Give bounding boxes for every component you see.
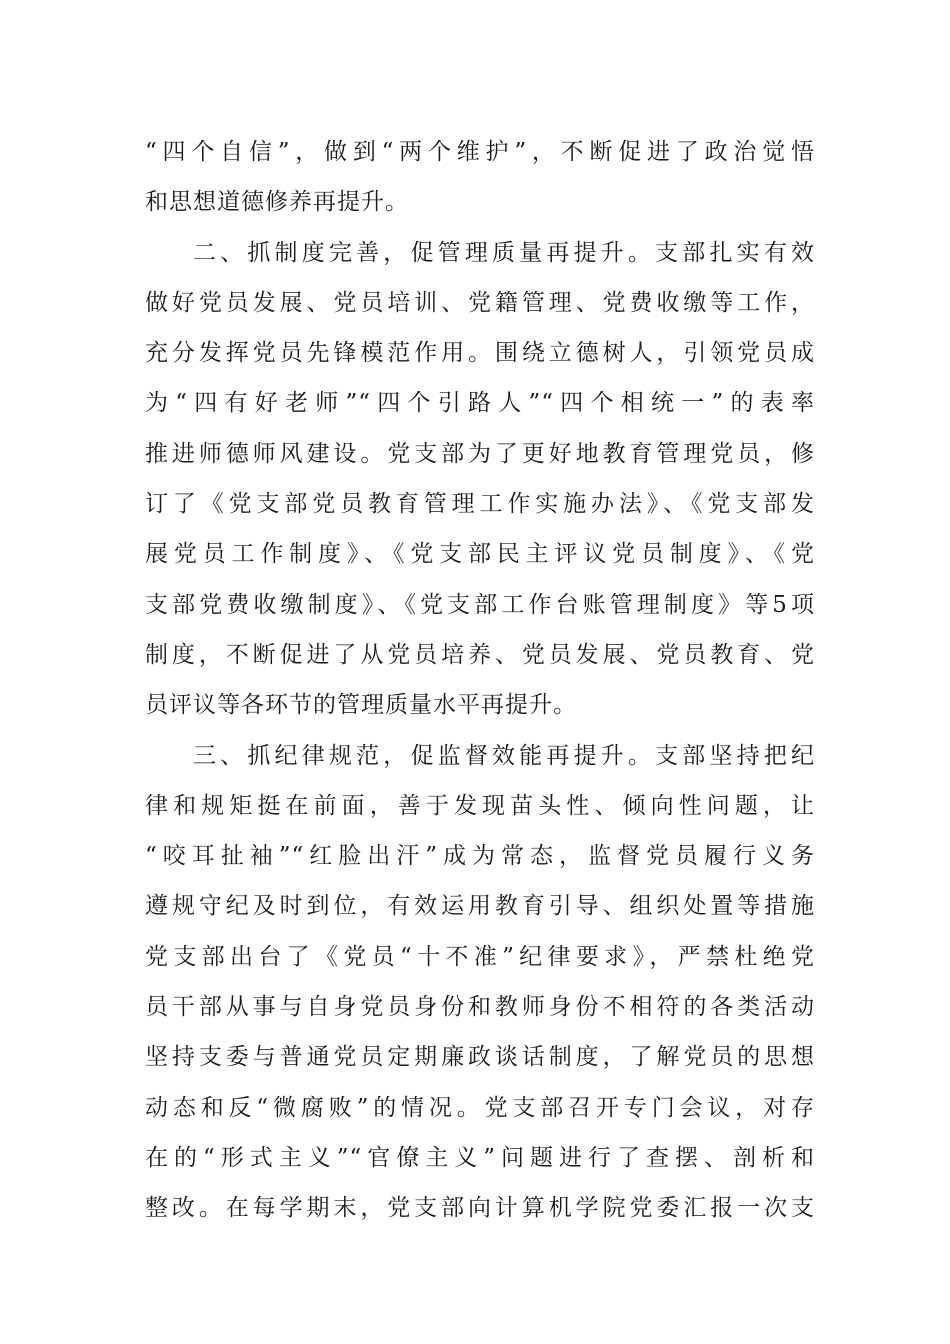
- text-line: 动态和反“微腐败”的情况。党支部召开专门会议，对存: [145, 1094, 815, 1121]
- text-line: 在的“形式主义”“官僚主义”问题进行了查摆、剖析和: [145, 1144, 815, 1171]
- text-line: 律和规矩挺在前面，善于发现苗头性、倾向性问题，让: [145, 792, 815, 819]
- text-line: 二、抓制度完善，促管理质量再提升。支部扎实有效: [193, 239, 815, 266]
- text-line: 做好党员发展、党员培训、党籍管理、党费收缴等工作，: [145, 289, 815, 316]
- text-line: 制度，不断促进了从党员培养、党员发展、党员教育、党: [145, 641, 815, 668]
- text-line: 整改。在每学期末，党支部向计算机学院党委汇报一次支: [145, 1195, 815, 1222]
- text-line: 支部党费收缴制度》、《党支部工作台账管理制度》等5项: [145, 591, 815, 618]
- text-line: 订了《党支部党员教育管理工作实施办法》、《党支部发: [145, 491, 815, 518]
- text-line: 推进师德师风建设。党支部为了更好地教育管理党员，修: [145, 440, 815, 467]
- text-line: 党支部出台了《党员“十不准”纪律要求》，严禁杜绝党: [145, 943, 815, 970]
- text-line: 为“四有好老师”“四个引路人”“四个相统一”的表率: [145, 390, 815, 417]
- text-line: 充分发挥党员先锋模范作用。围绕立德树人，引领党员成: [145, 340, 815, 367]
- text-line: 展党员工作制度》、《党支部民主评议党员制度》、《党: [145, 541, 815, 568]
- text-line: 员评议等各环节的管理质量水平再提升。: [145, 692, 577, 719]
- text-line: 员干部从事与自身党员身份和教师身份不相符的各类活动: [145, 994, 815, 1021]
- text-line: 遵规守纪及时到位，有效运用教育引导、组织处置等措施: [145, 893, 815, 920]
- text-line: “咬耳扯袖”“红脸出汗”成为常态，监督党员履行义务: [145, 843, 815, 870]
- text-line: 和思想道德修养再提升。: [145, 189, 409, 216]
- body-text: [145, 127, 815, 1234]
- text-line: 坚持支委与普通党员定期廉政谈话制度，了解党员的思想: [145, 1044, 815, 1071]
- text-line: “四个自信”，做到“两个维护”，不断促进了政治觉悟: [145, 139, 815, 165]
- text-line: 三、抓纪律规范，促监督效能再提升。支部坚持把纪: [193, 742, 815, 769]
